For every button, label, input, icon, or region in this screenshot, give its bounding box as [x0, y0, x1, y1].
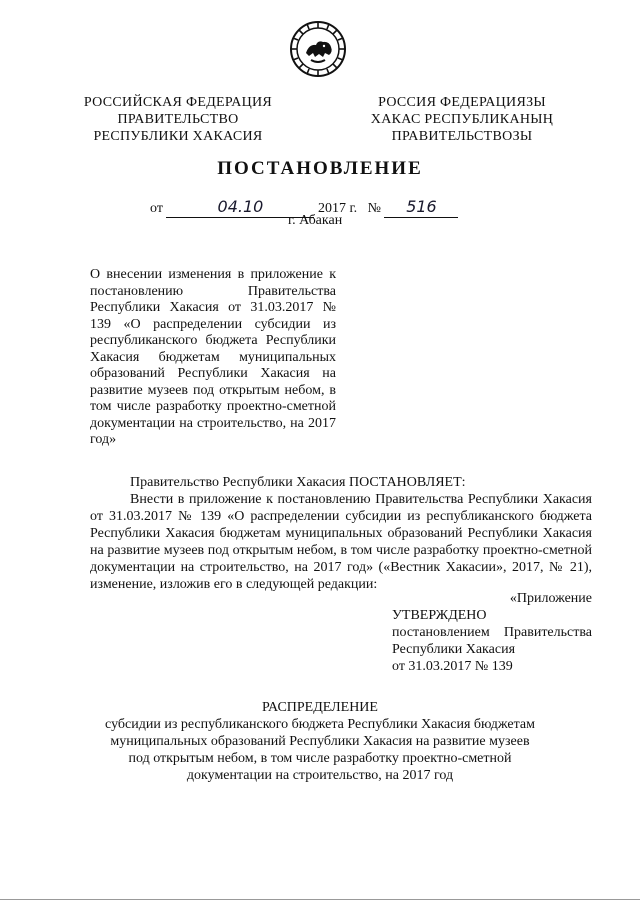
resolution-statement: Правительство Республики Хакасия ПОСТАНОВЛЯЕТ: [130, 475, 466, 490]
distribution-block [96, 699, 544, 784]
number-field [384, 197, 458, 218]
year-label: 2017 г. [317, 201, 358, 216]
header-right-line: ХАКАС РЕСПУБЛИКАНЫҢ [370, 112, 554, 127]
appendix-label: «Приложение [509, 591, 592, 606]
number-label: № [367, 201, 381, 216]
distribution-line: под открытым небом, в том числе разработку проектно-сметной [128, 751, 512, 766]
coat-of-arms-icon [289, 20, 347, 78]
header-left [80, 94, 276, 145]
number-value: 516 [406, 197, 437, 216]
header-left-line: РОССИЙСКАЯ ФЕДЕРАЦИЯ [83, 95, 273, 110]
distribution-heading: РАСПРЕДЕЛЕНИЕ [262, 700, 378, 715]
approval-line: постановлением Правительства [392, 625, 592, 640]
date-value: 04.10 [217, 197, 264, 216]
resolution-paragraph: Внести в приложение к постановлению Правительства Республики Хакасия от 31.03.2017 № 139 «О распределении субсидии из республиканского бюджета Республики Хакасия бюджетам муниципальных образований Республики Хакасия на развитие музеев под открытым небом, в том числе разработку проектно-сметной документации на строительство, на 2017 год» («Вестник Хакасии», 2017, № 21), изменение, изложив его в следующей редакции: [90, 492, 592, 592]
city: г. Абакан [288, 213, 343, 228]
header-right-line: РОССИЯ ФЕДЕРАЦИЯЗЫ [378, 95, 546, 110]
document-subject: О внесении изменения в приложение к постановлению Правительства Республики Хакасия от 31.03.2017 № 139 «О распределении субсидии из республиканского бюджета Республики Хакасия бюджетам муниципальных образований Республики Хакасия на развитие музеев под открытым небом, в том числе разработку проектно-сметной документации на строительство, на 2017 год» [90, 267, 336, 447]
date-prefix: от [150, 201, 163, 216]
distribution-line: муниципальных образований Республики Хакасия на развитие музеев [110, 734, 530, 749]
distribution-line: субсидии из республиканского бюджета Республики Хакасия бюджетам [105, 717, 535, 732]
header-left-line: ПРАВИТЕЛЬСТВО [117, 112, 239, 127]
page-edge-line [0, 899, 640, 900]
approved-label: УТВЕРЖДЕНО [392, 608, 487, 623]
approval-line: от 31.03.2017 № 139 [392, 659, 513, 674]
header-right-line: ПРАВИТЕЛЬСТВОЗЫ [391, 129, 533, 144]
approval-line: Республики Хакасия [392, 642, 516, 657]
document-title: ПОСТАНОВЛЕНИЕ [217, 158, 423, 179]
header-left-line: РЕСПУБЛИКИ ХАКАСИЯ [93, 129, 263, 144]
appendix-block [392, 590, 592, 675]
distribution-line: документации на строительство, на 2017 год [186, 768, 454, 783]
header-right [364, 94, 560, 145]
